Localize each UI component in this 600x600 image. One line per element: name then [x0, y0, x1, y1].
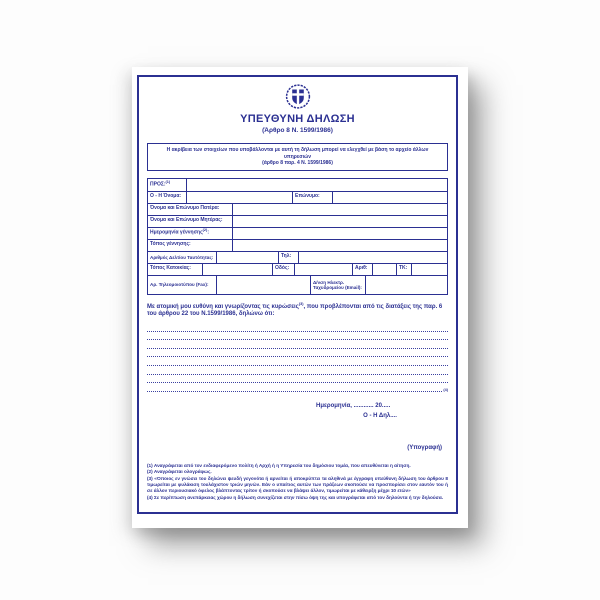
form-sheet: [132, 67, 468, 528]
declaration-line-8[interactable]: [147, 383, 448, 392]
row-mother: [148, 215, 447, 227]
father-name-label: Όνομα και Επώνυμο Πατέρα:: [150, 205, 220, 212]
fax-label: Αρ. Τηλεομοιοτύπου (Fax):: [150, 282, 209, 288]
date-line[interactable]: Ημερομηνία, ............ 20.....: [316, 402, 391, 409]
form-border-frame: [137, 75, 458, 514]
street-number-input[interactable]: [372, 264, 396, 275]
row-pros: [148, 179, 447, 191]
birthdate-input[interactable]: [232, 228, 447, 239]
firstname-input[interactable]: [186, 192, 292, 203]
declaration-line-5[interactable]: [147, 357, 448, 366]
mother-name-label: Όνομα και Επώνυμο Μητέρας:: [150, 217, 223, 224]
id-number-label: Αριθμός Δελτίου Ταυτότητας:: [150, 254, 214, 260]
declaration-line-4[interactable]: [147, 349, 448, 358]
row-address: [148, 263, 447, 275]
declarant-line: Ο - Η Δηλ....: [363, 412, 397, 419]
firstname-label: Ο - Η Όνομα:: [150, 193, 182, 200]
footnote-3: (3) «Όποιος εν γνώσει του δηλώνει ψευδή γεγονότα ή αρνείται ή αποκρύπτει τα αληθινά με έγγραφη υπεύθυνη δήλωση του άρθρου 8 τιμωρείται με φυλάκιση τουλάχιστον τριών μηνών. Εάν ο υπαίτιος αυτών των πράξεων σκοπούσε να προσπορίσει στον εαυτόν του ή σε άλλον περιουσιακό όφελος βλάπτοντας τρίτον ή σκοπούσε να βλάψει άλλον, τιμωρείται με κάθειρξη μέχρι 10 ετών»: [147, 475, 448, 494]
signature-label: (Υπογραφή): [407, 444, 442, 451]
accuracy-notice-line1: Η ακρίβεια των στοιχείων που υποβάλλονται με αυτή τη δήλωση μπορεί να ελεγχθεί με βάση το αρχείο άλλων υπηρεσιών: [166, 147, 429, 160]
fax-input[interactable]: [216, 276, 310, 294]
id-number-input[interactable]: [216, 252, 278, 263]
declaration-line-6[interactable]: [147, 366, 448, 375]
row-name: [148, 191, 447, 203]
email-label: Δ/νση Ηλεκτρ. Ταχυδρομείου (Email):: [310, 276, 365, 294]
mother-name-input[interactable]: [232, 216, 447, 227]
footnote-1: (1) Αναγράφεται από τον ενδιαφερόμενο πολίτη ή Αρχή ή η Υπηρεσία του δημόσιου τομέα, που απευθύνεται η αίτηση.: [147, 462, 411, 468]
pros-label: ΠΡΟΣ:$^{(1)}$: [150, 179, 171, 188]
row-id-tel: [148, 251, 447, 263]
street-input[interactable]: [294, 264, 352, 275]
accuracy-notice-line2: (άρθρο 8 παρ. 4 Ν. 1599/1986): [262, 160, 333, 167]
form-title: ΥΠΕΥΘΥΝΗ ΔΗΛΩΣΗ: [240, 113, 355, 125]
declaration-line-3[interactable]: [147, 340, 448, 349]
tel-label: Τηλ:: [278, 252, 298, 263]
row-birthplace: [148, 239, 447, 251]
declaration-line-7[interactable]: [147, 375, 448, 384]
signature-block: [316, 403, 444, 451]
street-number-label: Αριθ:: [352, 264, 372, 275]
continuation-footnote-marker: (4): [443, 387, 448, 392]
form-subtitle: (Άρθρο 8 Ν. 1599/1986): [262, 127, 333, 134]
birthplace-input[interactable]: [232, 240, 447, 251]
accuracy-notice-box: [147, 143, 448, 171]
row-birthdate: [148, 227, 447, 239]
birthplace-label: Τόπος γέννησης:: [150, 241, 191, 248]
postcode-input[interactable]: [411, 264, 447, 275]
pros-input[interactable]: [186, 179, 447, 191]
emblem-container: [147, 83, 448, 110]
email-input[interactable]: [365, 276, 447, 294]
street-label: Οδός:: [272, 264, 294, 275]
greek-state-emblem-icon: [285, 83, 311, 110]
tel-input[interactable]: [298, 252, 447, 263]
footnote-2: (2) Αναγράφεται ολογράφως.: [147, 469, 212, 475]
surname-input[interactable]: [332, 192, 447, 203]
row-father: [148, 203, 447, 215]
residence-input[interactable]: [202, 264, 272, 275]
declaration-intro: Με ατομική μου ευθύνη και γνωρίζοντας τις κυρώσεις$^{(3)}$, που προβλέπονται από τις διατάξεις της παρ. 6 του άρθρου 22 του Ν.1599/1986, δηλώνω ότι:: [147, 301, 443, 318]
declaration-line-1[interactable]: [147, 323, 448, 332]
personal-details-table: [147, 178, 448, 295]
footnote-4: (4) Σε περίπτωση ανεπάρκειας χώρου η δήλωση συνεχίζεται στην πίσω όψη της και υπογράφεται από τον δηλούντα ή την δηλούσα.: [147, 494, 444, 500]
father-name-input[interactable]: [232, 204, 447, 215]
declaration-write-area: [147, 323, 448, 392]
residence-label: Τόπος Κατοικίας:: [150, 265, 191, 272]
row-fax-email: [148, 275, 447, 294]
postcode-label: ΤΚ:: [396, 264, 411, 275]
birthdate-label: Ημερομηνία γέννησης$^{(2)}$:: [150, 228, 209, 236]
footnotes-section: [147, 463, 448, 501]
declaration-line-2[interactable]: [147, 332, 448, 341]
surname-label: Επώνυμο:: [292, 192, 332, 203]
